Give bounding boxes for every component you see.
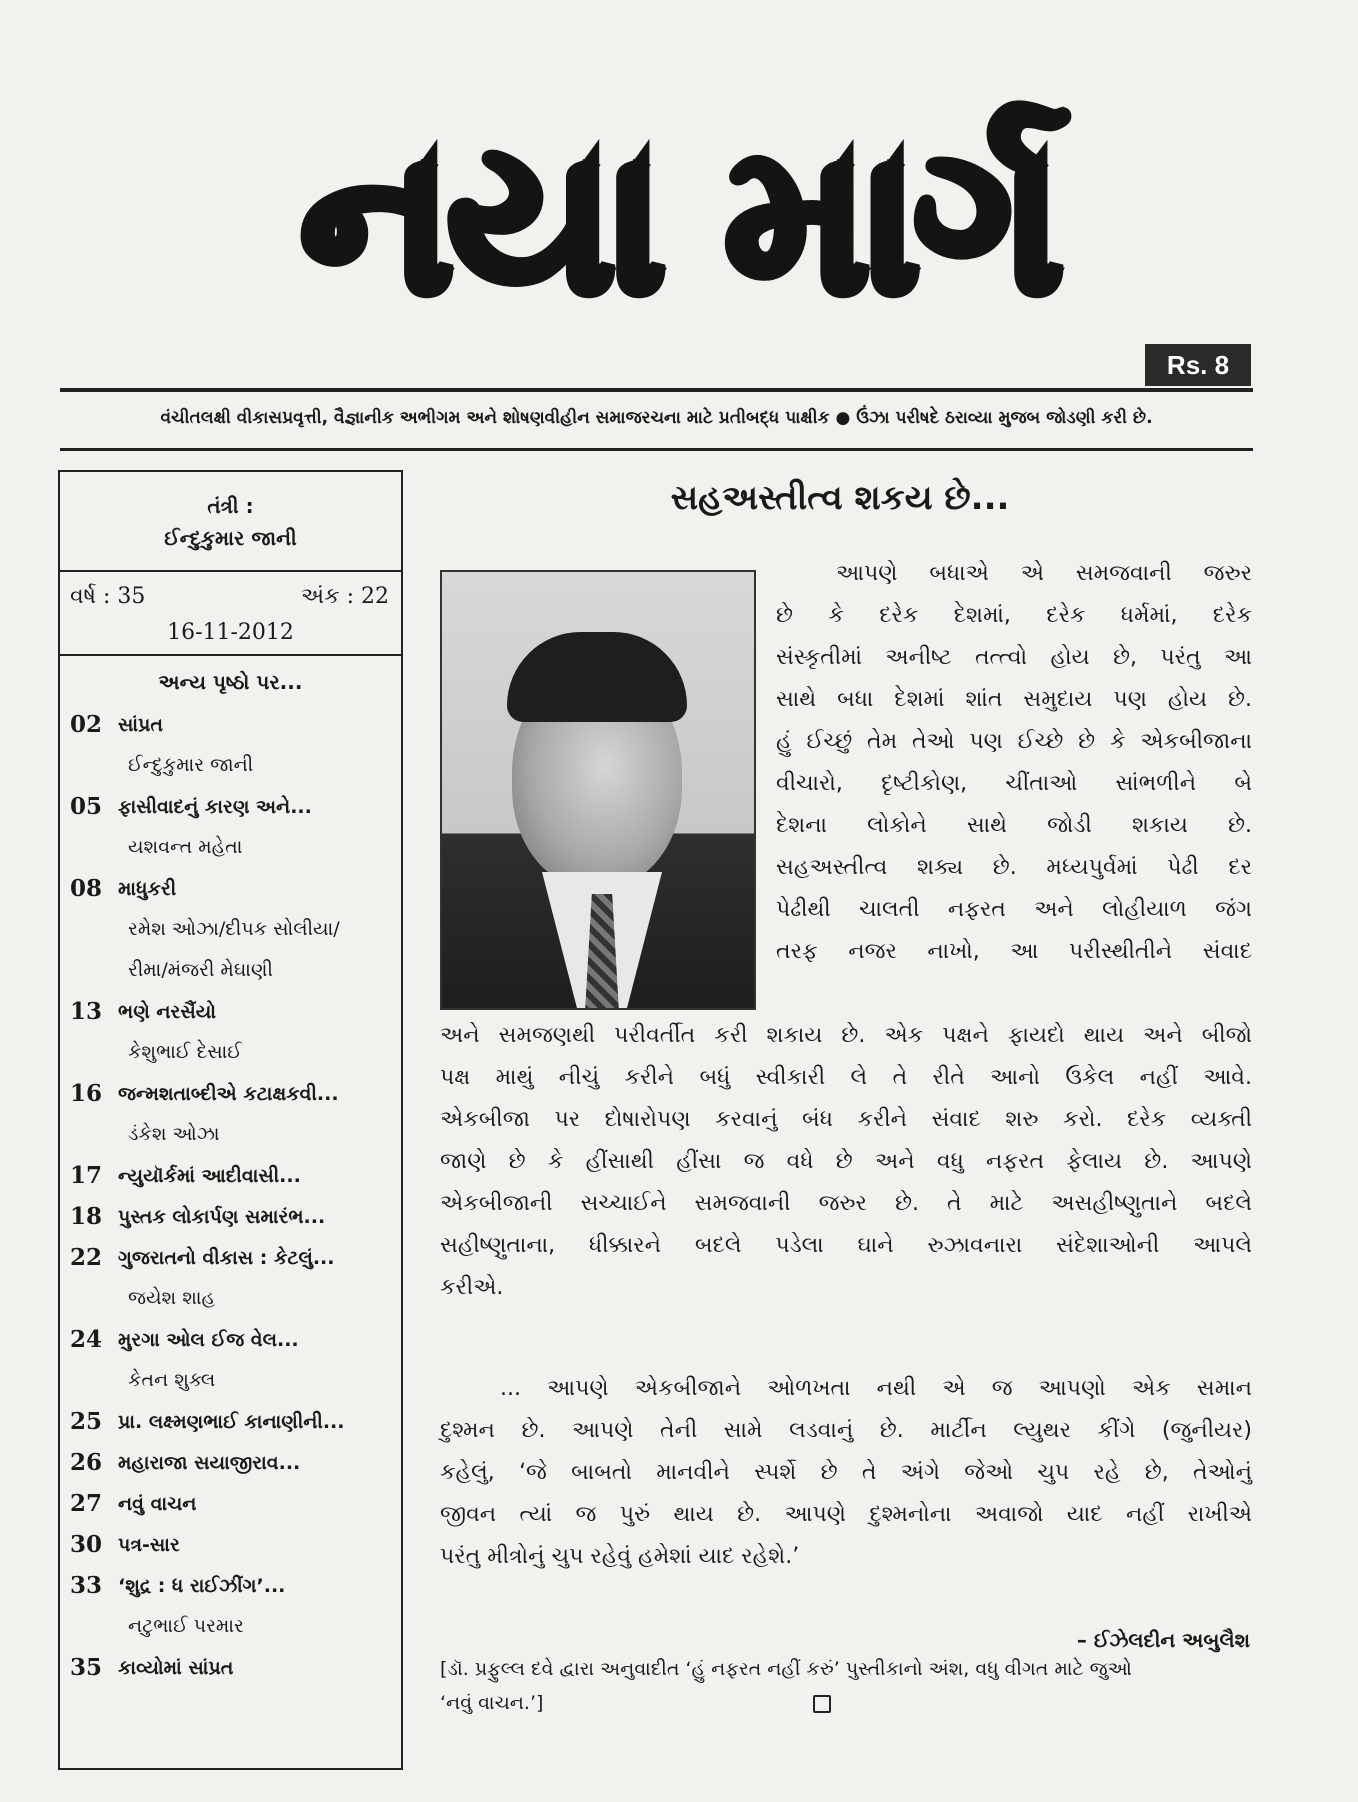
masthead-title: નયા માર્ગ — [300, 101, 1058, 339]
issue-block — [60, 572, 401, 656]
toc-title: ફાસીવાદનું કારણ અને... — [118, 795, 312, 818]
toc-author: યશવન્ત મહેતા — [128, 836, 243, 858]
toc-page-number: 08 — [70, 875, 103, 902]
article-author: – ઈઝેલદીન અબુલૈશ — [1076, 1628, 1250, 1652]
toc-page-number: 26 — [70, 1449, 103, 1476]
toc-title: મહારાજા સયાજીરાવ... — [118, 1451, 301, 1474]
toc-item — [70, 1155, 401, 1196]
article-line: સહઅસ્તીત્વ શક્ય છે. મધ્યપુર્વમાં પેઢી દર — [776, 855, 1252, 880]
article-line: પક્ષ માથું નીચું કરીને બધું સ્વીકારી લે તે રીતે આનો ઉકેલ નહીં આવે. — [440, 1065, 1252, 1090]
toc-title: સાંપ્રત — [118, 713, 163, 736]
toc-title: મુરગા ઓલ ઈજ વેલ... — [118, 1328, 299, 1351]
toc-page-number: 18 — [70, 1203, 103, 1230]
toc-title: ગુજરાતનો વીકાસ : કેટલું... — [118, 1246, 335, 1269]
toc-item — [70, 991, 401, 1073]
sidebar-contents-box — [58, 470, 403, 1770]
toc-page-number: 33 — [70, 1572, 103, 1599]
toc-title: પ્રા. લક્ષ્મણભાઈ કાનાણીની... — [118, 1410, 345, 1433]
toc-page-number: 16 — [70, 1080, 103, 1107]
toc-title: કાવ્યોમાં સાંપ્રત — [118, 1656, 234, 1679]
toc-title: ‘શુદ્ર : ધ રાઈઝીંગ’... — [118, 1574, 286, 1597]
article-line: ... આપણે એકબીજાને ઓળખતા નથી એ જ આપણો એક સમાન — [500, 1376, 1252, 1401]
article-line: જીવન ત્યાં જ પુરું થાય છે. આપણે દુશ્મનોના અવાજો યાદ નહીં રાખીએ — [440, 1502, 1252, 1527]
article-line: દેશના લોકોને સાથે જોડી શકાય છે. — [776, 813, 1252, 838]
article-body-wide — [440, 1015, 1252, 1309]
issue-date: 16-11-2012 — [167, 620, 294, 645]
price-badge: Rs. 8 — [1145, 344, 1251, 386]
article-body-narrow — [776, 553, 1252, 973]
editor-label: તંત્રી : — [207, 494, 254, 518]
article-body-paragraph-2 — [440, 1368, 1252, 1578]
toc-item — [70, 1524, 401, 1565]
toc-title: ન્યુયૉર્કમાં આદીવાસી... — [118, 1164, 301, 1187]
toc-item — [70, 1565, 401, 1647]
article-title: સહઅસ્તીત્વ શકય છે... — [670, 478, 1010, 518]
toc-item — [70, 1442, 401, 1483]
toc-page-number: 24 — [70, 1326, 103, 1353]
article-line: છે કે દરેક દેશમાં, દરેક ધર્મમાં, દરેક — [776, 603, 1252, 628]
article-line: એકબીજા પર દોષારોપણ કરવાનું બંધ કરીને સંવાદ શરુ કરો. દરેક વ્યક્તી — [440, 1107, 1252, 1132]
article-line: આપણે બધાએ એ સમજવાની જરુર — [836, 561, 1252, 586]
source-note-line — [440, 1686, 1250, 1720]
toc-page-number: 05 — [70, 793, 103, 820]
toc-item — [70, 868, 401, 991]
author-photo — [440, 570, 756, 1010]
toc-author: ડંકેશ ઓઝા — [128, 1123, 220, 1145]
toc-title: જન્મશતાબ્દીએ કટાક્ષકવી... — [118, 1082, 339, 1105]
toc-item — [70, 1401, 401, 1442]
toc-title: નવું વાચન — [118, 1492, 197, 1515]
toc-author: રીમા/મંજરી મેઘાણી — [128, 959, 273, 981]
toc-item — [70, 1483, 401, 1524]
toc-item — [70, 1073, 401, 1155]
article-line: જાણે છે કે હીંસાથી હીંસા જ વધે છે અને વધુ નફરત ફેલાય છે. આપણે — [440, 1149, 1252, 1174]
toc-page-number: 17 — [70, 1162, 103, 1189]
toc-item — [70, 704, 401, 786]
toc-author: કેશુભાઈ દેસાઈ — [128, 1041, 242, 1063]
table-of-contents — [60, 704, 401, 1688]
toc-title: ભણે નરસૈંયો — [118, 1000, 217, 1023]
toc-item — [70, 1647, 401, 1688]
article-line: પરંતુ મીત્રોનું ચુપ રહેવું હમેશાં યાદ રહેશે.’ — [440, 1544, 800, 1569]
article-line: સંસ્કૃતીમાં અનીષ્ટ તત્ત્વો હોય છે, પરંતુ આ — [776, 645, 1252, 670]
toc-item — [70, 1237, 401, 1319]
article-line: અને સમજણથી પરીવર્તીત કરી શકાય છે. એક પક્ષને ફાયદો થાય અને બીજો — [440, 1023, 1252, 1048]
editor-name: ઈન્દુકુમાર જાની — [164, 526, 297, 550]
toc-page-number: 35 — [70, 1654, 103, 1681]
source-note-line: [ડૉ. પ્રફુલ્લ દવે દ્વારા અનુવાદીત ‘હું નફરત નહીં કરું’ પુસ્તીકાનો અંશ, વધુ વીગત માટે જુઓ — [440, 1658, 1132, 1680]
end-mark-icon — [813, 1695, 831, 1713]
toc-author: રમેશ ઓઝા/દીપક સોલીયા/ — [128, 918, 340, 940]
toc-author: કેતન શુક્લ — [128, 1369, 216, 1391]
article-line: વીચારો, દૃષ્ટીકોણ, ચીંતાઓ સાંભળીને બે — [776, 771, 1252, 796]
source-note-text: ‘નવું વાચન.’] — [440, 1692, 544, 1714]
article-line: તરફ નજર નાખો, આ પરીસ્થીતીને સંવાદ — [776, 939, 1252, 964]
article-line: સહીષ્ણુતાના, ધીક્કારને બદલે પડેલા ઘાને રુઝાવનારા સંદેશાઓની આપલે — [440, 1233, 1252, 1258]
toc-page-number: 22 — [70, 1244, 103, 1271]
toc-author: ઈન્દુકુમાર જાની — [128, 754, 254, 776]
toc-page-number: 30 — [70, 1531, 103, 1558]
divider — [60, 448, 1253, 451]
toc-item — [70, 786, 401, 868]
divider — [60, 388, 1253, 392]
toc-page-number: 25 — [70, 1408, 103, 1435]
article-line: કહેલું, ‘જે બાબતો માનવીને સ્પર્શે છે તે અંગે જેઓ ચુપ રહે છે, તેઓનું — [440, 1460, 1252, 1485]
source-note — [440, 1652, 1250, 1720]
article-line: હું ઈચ્છું તેમ તેઓ પણ ઈચ્છે છે કે એકબીજાના — [776, 729, 1252, 754]
other-pages-heading: અન્ય પૃષ્ઠો પર... — [158, 670, 303, 694]
toc-page-number: 02 — [70, 711, 103, 738]
article-line: એકબીજાની સચ્ચાઈને સમજવાની જરુર છે. તે માટે અસહીષ્ણુતાને બદલે — [440, 1191, 1252, 1216]
toc-title: પુસ્તક લોકાર્પણ સમારંભ... — [118, 1205, 326, 1228]
article-line: કરીએ. — [440, 1275, 504, 1300]
toc-title: માધુકરી — [118, 877, 177, 900]
article-line: દુશ્મન છે. આપણે તેની સામે લડવાનું છે. માર્ટીન લ્યુથર કીંગે (જુનીયર) — [440, 1418, 1252, 1443]
article-line: પેઢીથી ચાલતી નફરત અને લોહીયાળ જંગ — [776, 897, 1252, 922]
toc-author: જયેશ શાહ — [128, 1287, 216, 1309]
toc-page-number: 27 — [70, 1490, 103, 1517]
toc-item — [70, 1319, 401, 1401]
toc-page-number: 13 — [70, 998, 103, 1025]
toc-item — [70, 1196, 401, 1237]
photo-hair — [507, 632, 687, 722]
toc-title: પત્ર-સાર — [118, 1533, 180, 1556]
tagline: વંચીતલક્ષી વીકાસપ્રવૃત્તી, વૈજ્ઞાનીક અભીગમ અને શોષણવીહીન સમાજરચના માટે પ્રતીબદ્ધ પાક્ષીક ● ઉંઝા પરીષદે ઠરાવ્યા મુજબ જોડણી કરી છે. — [160, 408, 1153, 428]
issue-number: અંક : 22 — [300, 584, 389, 609]
editor-block — [60, 472, 401, 572]
volume-year: વર્ષ : 35 — [70, 584, 146, 609]
article-line: સાથે બધા દેશમાં શાંત સમુદાય પણ હોય છે. — [776, 687, 1252, 712]
toc-author: નટુભાઈ પરમાર — [128, 1615, 244, 1637]
